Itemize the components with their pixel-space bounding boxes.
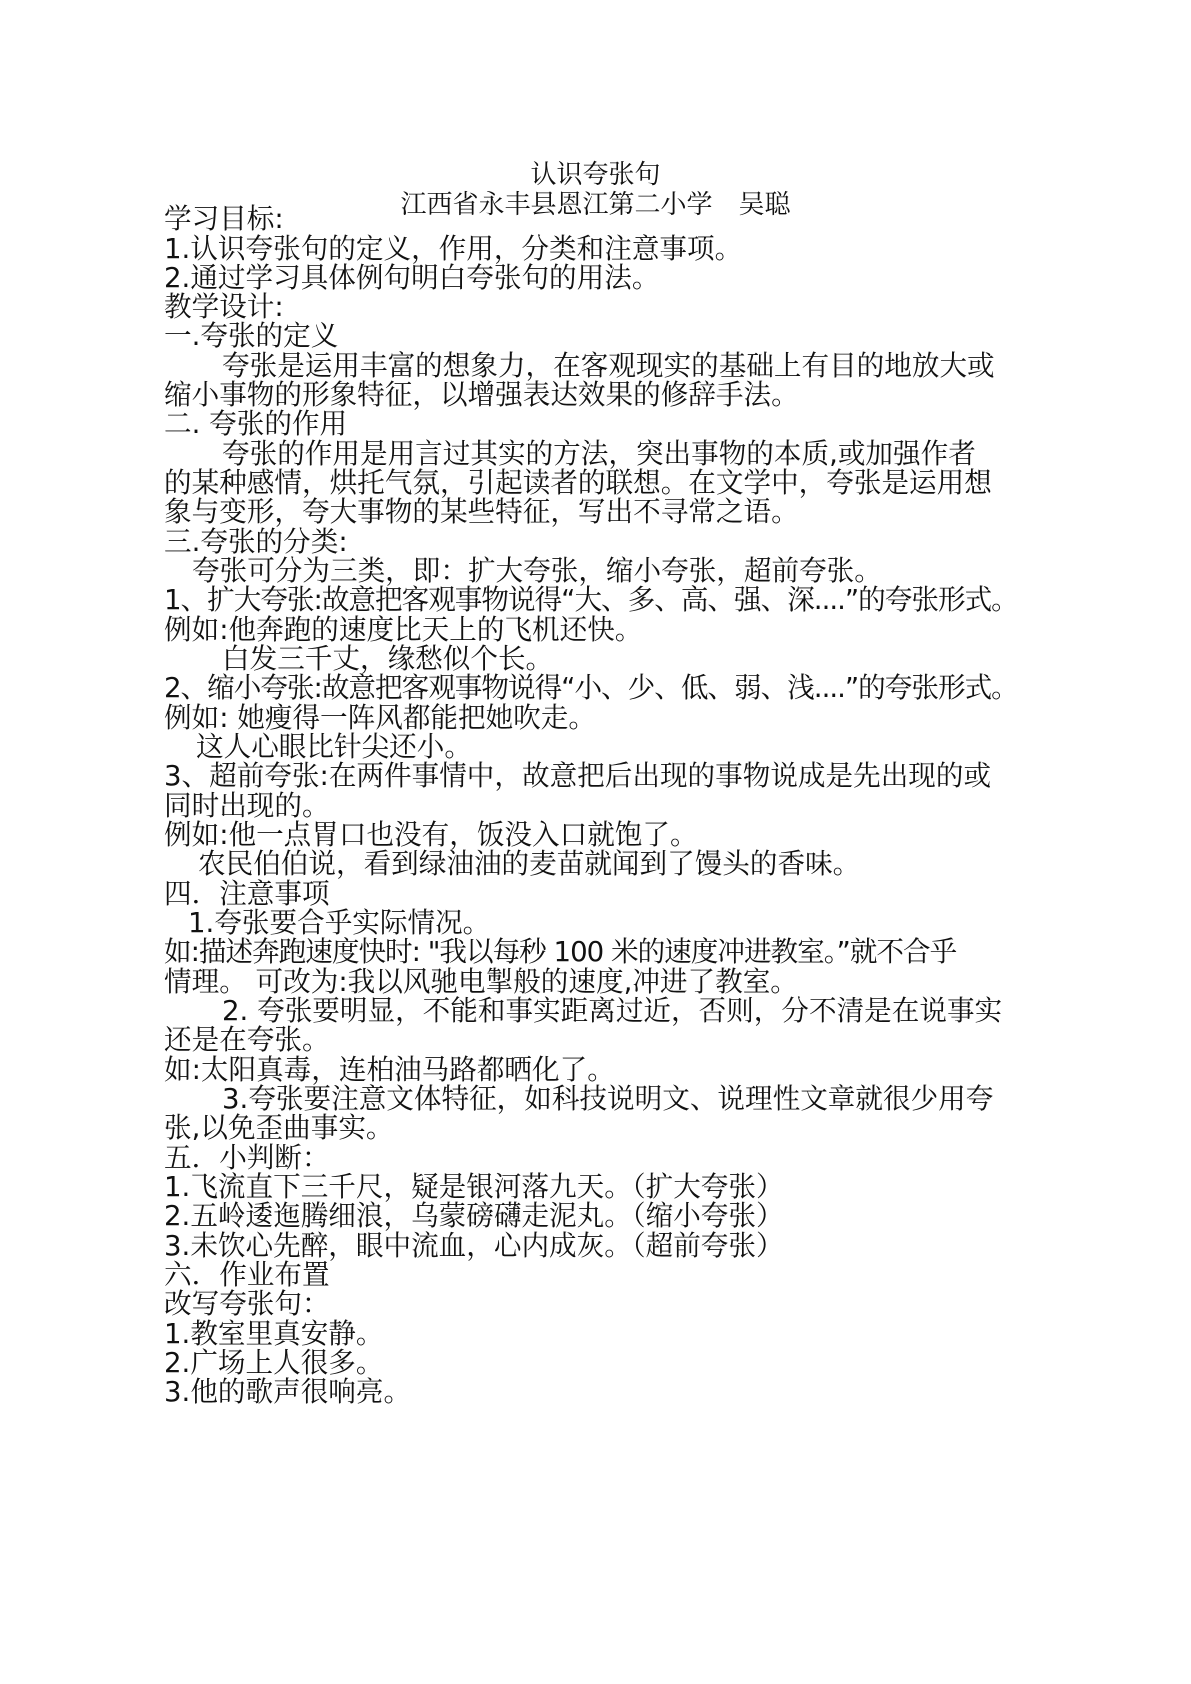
homework-item: 1.教室里真安静。: [164, 1317, 384, 1350]
section-heading: 三.夸张的分类:: [164, 525, 348, 558]
paragraph-line: 的某种感情，烘托气氛，引起读者的联想。在文学中，夸张是运用想: [164, 466, 992, 499]
paragraph-line: 夸张的作用是用言过其实的方法，突出事物的本质,或加强作者: [222, 437, 976, 470]
heading-teaching-design: 教学设计:: [164, 290, 284, 323]
section-heading: 六．作业布置: [164, 1258, 330, 1291]
heading-objectives: 学习目标:: [164, 202, 284, 235]
paragraph-line: 1、扩大夸张:故意把客观事物说得“大、多、高、强、深....”的夸张形式。: [164, 583, 1018, 616]
document-subtitle: 江西省永丰县恩江第二小学 吴聪: [400, 190, 791, 220]
note-item: 3.夸张要注意文体特征，如科技说明文、说理性文章就很少用夸: [222, 1082, 994, 1115]
quiz-item: 2.五岭逶迤腾细浪，乌蒙磅礴走泥丸。（缩小夸张）: [164, 1199, 784, 1232]
paragraph-line: 情理。 可改为:我以风驰电掣般的速度,冲进了教室。: [164, 965, 798, 998]
quiz-item: 1.飞流直下三千尺，疑是银河落九天。（扩大夸张）: [164, 1170, 784, 1203]
paragraph-line: 同时出现的。: [164, 789, 330, 822]
note-item: 1.夸张要合乎实际情况。: [188, 906, 491, 939]
homework-heading: 改写夸张句：: [164, 1287, 330, 1320]
paragraph-line: 2、缩小夸张:故意把客观事物说得“小、少、低、弱、浅....”的夸张形式。: [164, 671, 1018, 704]
document-title: 认识夸张句: [530, 160, 661, 190]
example-line: 白发三千丈，缘愁似个长。: [222, 642, 554, 675]
section-heading: 一.夸张的定义: [164, 319, 339, 352]
paragraph-line: 象与变形，夸大事物的某些特征，写出不寻常之语。: [164, 495, 799, 528]
example-line: 例如:他奔跑的速度比天上的飞机还快。: [164, 613, 643, 646]
example-line: 例如:他一点胃口也没有，饭没入口就饱了。: [164, 818, 698, 851]
example-line: 如:太阳真毒，连柏油马路都晒化了。: [164, 1053, 615, 1086]
section-heading: 四．注意事项: [164, 877, 330, 910]
paragraph-line: 还是在夸张。: [164, 1023, 330, 1056]
paragraph-line: 夸张可分为三类，即：扩大夸张，缩小夸张，超前夸张。: [192, 554, 882, 587]
objective-item: 2.通过学习具体例句明白夸张句的用法。: [164, 261, 660, 294]
example-line: 农民伯伯说，看到绿油油的麦苗就闻到了馒头的香味。: [198, 847, 861, 880]
paragraph-line: 3、超前夸张:在两件事情中，故意把后出现的事物说成是先出现的或: [164, 759, 992, 792]
section-heading: 二. 夸张的作用: [164, 407, 348, 440]
paragraph-line: 如:描述奔跑速度快时: "我以每秒 100 米的速度冲进教室。”就不合乎: [164, 935, 957, 968]
note-item: 2. 夸张要明显，不能和事实距离过近，否则，分不清是在说事实: [222, 994, 1003, 1027]
paragraph-line: 缩小事物的形象特征，以增强表达效果的修辞手法。: [164, 378, 799, 411]
objective-item: 1.认识夸张句的定义，作用，分类和注意事项。: [164, 232, 743, 265]
paragraph-line: 张,以免歪曲事实。: [164, 1111, 394, 1144]
example-line: 这人心眼比针尖还小。: [196, 730, 472, 763]
example-line: 例如: 她瘦得一阵风都能把她吹走。: [164, 701, 596, 734]
quiz-item: 3.未饮心先醉，眼中流血，心内成灰。（超前夸张）: [164, 1229, 784, 1262]
homework-item: 3.他的歌声很响亮。: [164, 1375, 412, 1408]
homework-item: 2.广场上人很多。: [164, 1346, 384, 1379]
paragraph-line: 夸张是运用丰富的想象力，在客观现实的基础上有目的地放大或: [222, 349, 995, 382]
section-heading: 五．小判断：: [164, 1141, 330, 1174]
